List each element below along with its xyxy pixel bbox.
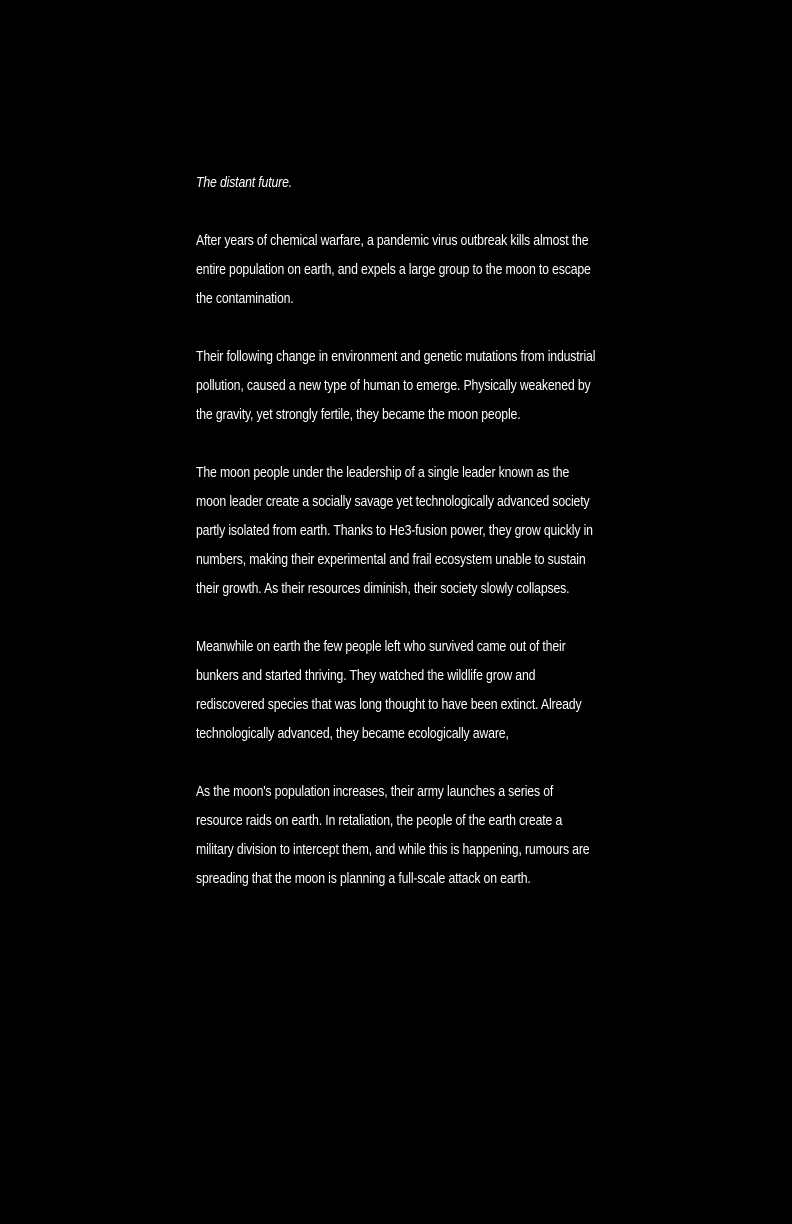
paragraph-warfare: After years of chemical warfare, a pandemic virus outbreak kills almost the entire population on earth, and expels a large group to the moon to escape the contamination.: [196, 232, 591, 307]
paragraph-moon-society: The moon people under the leadership of a single leader known as the moon leader create a socially savage yet technologically advanced society partly isolated from earth. Thanks to He3-fusion power, they grow quickly in numbers, making their experimental and frail ecosystem unable to sustain their growth. As their resources diminish, their society slowly collapses.: [196, 464, 593, 597]
intro-line: The distant future.: [196, 174, 293, 191]
paragraph-earth-recovery: Meanwhile on earth the few people left who survived came out of their bunkers and started thriving. They watched the wildlife grow and rediscovered species that was long thought to have been extinct. Already technologically advanced, they became ecologically aware,: [196, 638, 582, 742]
story-text-block: [196, 168, 601, 893]
paragraph-moon-people: Their following change in environment and genetic mutations from industrial pollution, caused a new type of human to emerge. Physically weakened by the gravity, yet strongly fertile, they became the moon people.: [196, 348, 596, 423]
paragraph-resource-raids: As the moon's population increases, their army launches a series of resource raids on earth. In retaliation, the people of the earth create a military division to intercept them, and while this is happening, rumours are spreading that the moon is planning a full-scale attack on earth.: [196, 783, 590, 887]
